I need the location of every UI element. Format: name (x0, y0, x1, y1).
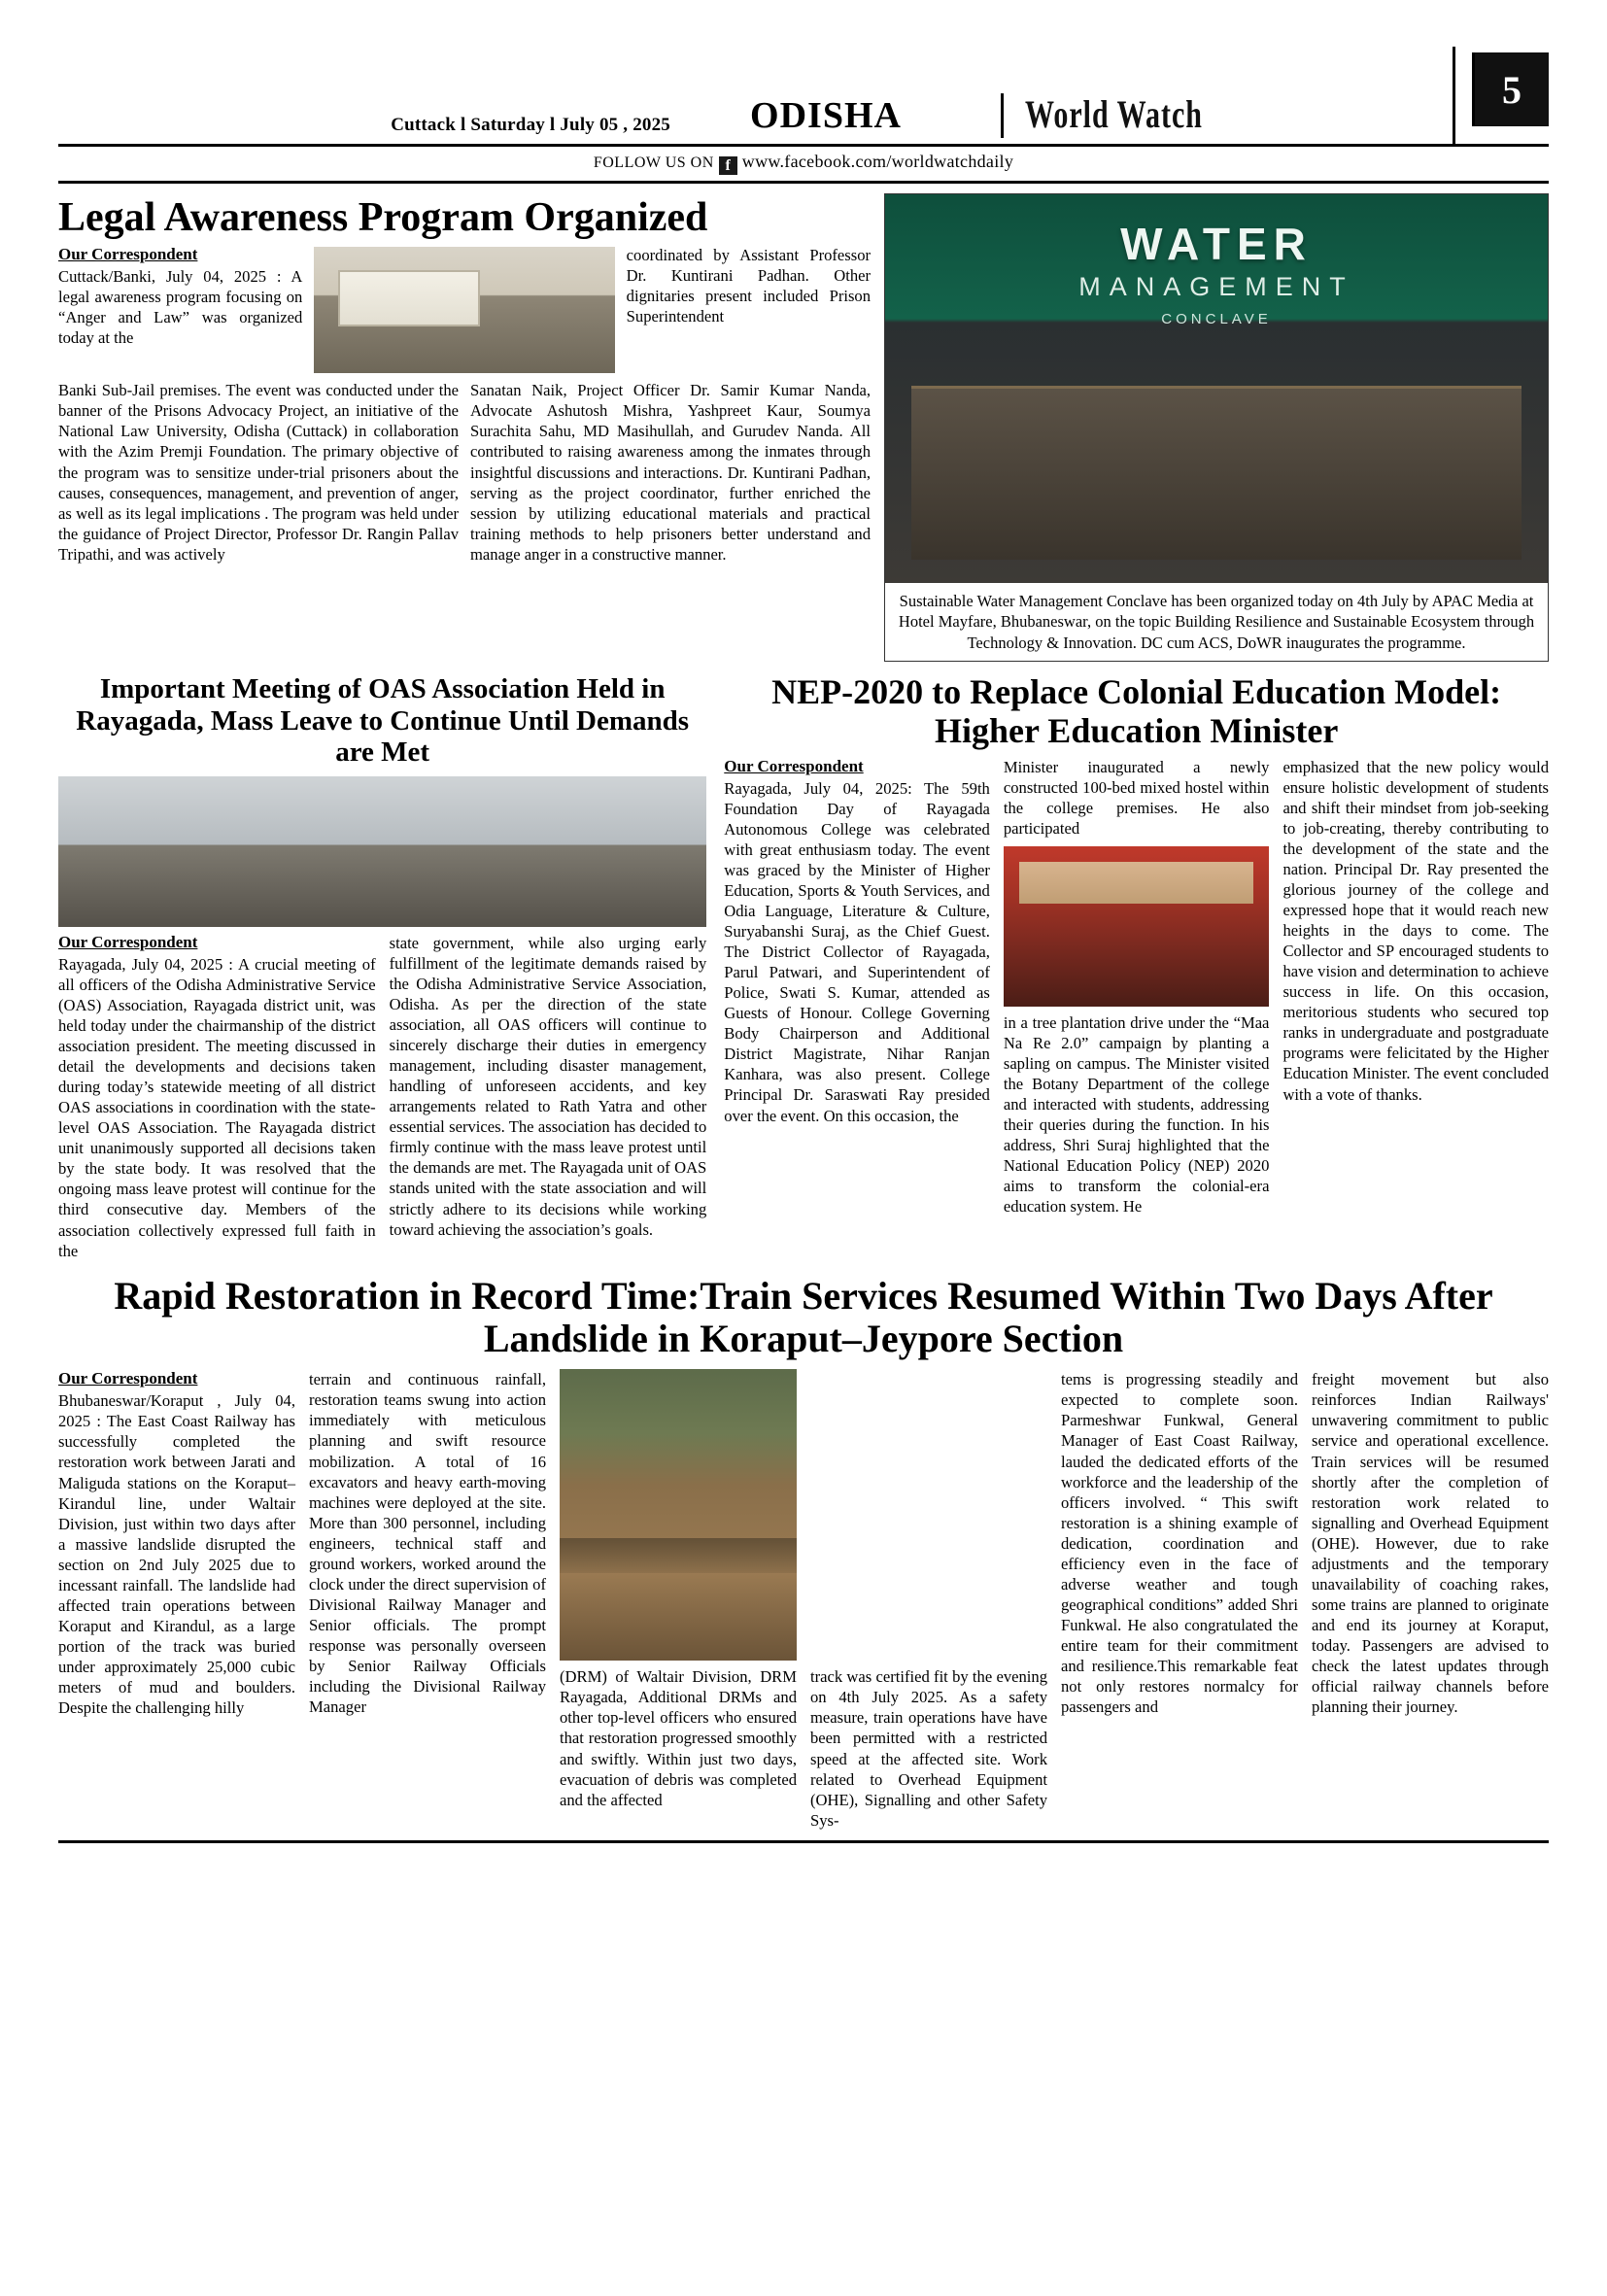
article4-col3 (560, 1369, 797, 1831)
article3-col2-bottom-text: in a tree plantation drive under the “Maa Na Re 2.0” campaign by planting a sapling on campus. The Minister visited the Botany Department of the college and interacted with students, addressing their queries during the function. In his address, Shri Suraj highlighted that the National Education Policy (NEP) 2020 aims to transform the colonial-era education system. He (1003, 1012, 1270, 1217)
article1-col2 (627, 245, 871, 376)
article2-headline: Important Meeting of OAS Association Held in Rayagada, Mass Leave to Continue Until Demands are Met (76, 673, 690, 769)
publication-title: ODISHA (750, 95, 902, 136)
article3-col1 (724, 757, 990, 1217)
article1-col1-text: Cuttack/Banki, July 04, 2025 : A legal awareness program focusing on “Anger and Law” was organized today at the (58, 267, 303, 348)
follow-label: FOLLOW US ON (593, 154, 714, 171)
masthead-center (670, 97, 981, 140)
article4-col4-text: track was certified fit by the evening on 4th July 2025. As a safety measure, train operations have have been permitted with a restricted speed at the affected site. Work related to Overhead Equipment (OHE), Signalling and other Safety Sys- (810, 1667, 1047, 1830)
article1-body-left (58, 380, 459, 565)
article4-col5 (1061, 1369, 1298, 1831)
article1-body-left-text: Banki Sub-Jail premises. The event was conducted under the banner of the Prisons Advocacy Project, an initiative of the National Law University, Odisha (Cuttack) in collaboration with the Azim Premji Foundation. The primary objective of the program was to sensitize under-trial prisoners about the causes, consequences, management, and prevention of anger, as well as its legal implications . The program was held under the guidance of Project Director, Professor Dr. Rangin Pallav Tripathi, and was actively (58, 381, 460, 564)
article4-col6-text: freight movement but also reinforces Indian Railways' unwavering commitment to public service and operational excellence. Train services will be resumed shortly after the completion of restoration work related to signalling and Overhead Equipment (OHE). However, due to rake adjustments and the temporary unavailability of coaching rakes, some trains are planned to originate and end its journey at Koraput, today. Passengers are advised to check the latest updates through official railway channels before planning their journey. (1312, 1370, 1549, 1717)
dateline: Cuttack l Saturday l July 05 , 2025 (391, 115, 670, 135)
conclave-dais (911, 386, 1521, 560)
section-top (58, 193, 1549, 662)
article4-columns (58, 1369, 1549, 1831)
article4-col6 (1312, 1369, 1549, 1831)
article2-photo (58, 776, 706, 927)
article2-byline: Our Correspondent (58, 932, 198, 951)
article4-headline: Rapid Restoration in Record Time:Train Services Resumed Within Two Days After Landslide in Koraput–Jeypore Section (114, 1273, 1493, 1361)
article4-col2-text: terrain and continuous rainfall, restoration teams swung into action immediately with meticulous planning and swift resource mobilization. A total of 16 excavators and heavy earth-moving machines were deployed at the site. More than 300 personnel, including engineers, technical staff and ground workers, worked around the clock under the direct supervision of Divisional Railway Manager and Senior officials. The prompt response was personally overseen by Senior Railway Officials including the Divisional Railway Manager (309, 1370, 546, 1717)
article2-columns (58, 933, 706, 1261)
article1-body-right-text: Sanatan Naik, Project Officer Dr. Samir Kumar Nanda, Advocate Ashutosh Mishra, Yashpreet Kaur, Soumya Surachita Sahu, MD Masihullah, and Gurudev Nanda. All contributed to raising awareness among the inmates through insightful discussions and interactions. Dr. Kuntirani Padhan, serving as the project coordinator, further enriched the session by utilizing educational materials and practical training methods to help prisoners better understand and manage anger in a constructive manner. (470, 381, 872, 564)
article3-col3-text: emphasized that the new policy would ensure holistic development of students and shift their mindset from job-seeking to job-creating, thereby contributing to the development of the state and the nation. Principal Dr. Ray presented the glorious journey of the college and expressed hope that it would reach new heights in the days to come. The Collector and SP encouraged students to have vision and determination to achieve success in life. On this occasion, meritorious students who secured top ranks in undergraduate and postgraduate programs were felicitated by the Higher Education Minister. The event concluded with a vote of thanks. (1282, 757, 1550, 1104)
article1-col2-text: coordinated by Assistant Professor Dr. Kuntirani Padhan. Other dignitaries present included Prison Superintendent (626, 246, 872, 326)
conclave-caption: Sustainable Water Management Conclave has been organized today on 4th July by APAC Media at Hotel Mayfare, Bhubaneswar, on the topic Building Resilience and Sustainable Ecosystem through Technology & Innovation. DC cum ACS, DoWR inaugurates the programme. (898, 592, 1535, 652)
article1-headline: Legal Awareness Program Organized (58, 195, 708, 240)
article1-col1 (58, 245, 302, 376)
conclave-banner-line1: WATER (1120, 219, 1313, 269)
conclave-photo (885, 194, 1548, 583)
article4-col4 (810, 1369, 1047, 1831)
article3-col3 (1282, 757, 1549, 1217)
article4-col1-text: Bhubaneswar/Koraput , July 04, 2025 : The East Coast Railway has successfully completed the restoration work between Jarati and Maliguda stations on the Koraput–Kirandul line, under Waltair Division, just within two days after a massive landslide disrupted the section on 2nd July 2025 due to incessant rainfall. The landslide had affected train operations between Koraput and Kirandul, as a large portion of the track was buried under approximately 25,000 cubic meters of mud and boulders. Despite the challenging hilly (58, 1391, 295, 1718)
article-legal-awareness (58, 193, 871, 662)
article4-col1 (58, 1369, 295, 1831)
article1-body-right (470, 380, 871, 565)
follow-bar (58, 147, 1549, 184)
masthead-divider (1453, 47, 1455, 144)
article3-columns (724, 757, 1549, 1217)
facebook-url[interactable]: www.facebook.com/worldwatchdaily (741, 152, 1014, 171)
article2-col1-text: Rayagada, July 04, 2025 : A crucial meeting of all officers of the Odisha Administrative Service (OAS) Association, Rayagada district unit, was held today under the chairmanship of the district association president. The meeting discussed in detail the developments and decisions taken during today’s statewide meeting of all district OAS associations in coordination with the state-level OAS Association. The Rayagada district unit unanimously supported all decisions taken by the state body. It was resolved that the ongoing mass leave protest will continue for the third consecutive day. Members of the association collectively expressed full faith in the (58, 954, 376, 1260)
world-watch-logo: World Watch (1001, 93, 1203, 138)
conclave-photo-block (884, 193, 1549, 662)
bottom-rule (58, 1840, 1549, 1843)
article-nep-2020 (724, 673, 1549, 1260)
article3-headline: NEP-2020 to Replace Colonial Education Model: Higher Education Minister (771, 672, 1502, 750)
article3-photo (1004, 846, 1270, 1007)
facebook-icon[interactable]: f (719, 156, 737, 175)
article3-col1-text: Rayagada, July 04, 2025: The 59th Foundation Day of Rayagada Autonomous College was celebrated with great enthusiasm today. The event was graced by the Minister of Higher Education, Sports & Youth Services, and Odia Language, Literature & Culture, Suryabanshi Suraj, as the Chief Guest. The District Collector of Rayagada, Parul Patwari, and Superintendent of Police, Swati S. Kumar, attended as Guests of Honour. College Governing Body Chairperson and Additional District Magistrate, Nihar Ranjan Kanhara, was also present. College Principal Dr. Saraswati Ray presided over the event. On this occasion, the (724, 778, 990, 1125)
article4-photo (560, 1369, 797, 1661)
article1-photo (314, 247, 614, 373)
article4-photo-spacer (810, 1369, 1047, 1666)
article4-byline: Our Correspondent (58, 1369, 198, 1388)
masthead-left (58, 115, 670, 140)
article2-col2 (390, 933, 707, 1261)
page-number: 5 (1472, 52, 1549, 126)
article3-col2 (1004, 757, 1270, 1217)
article4-col5-text: tems is progressing steadily and expected to complete soon. Parmeshwar Funkwal, General Manager of East Coast Railway, lauded the dedicated efforts of the workforce and the leadership of the officers involved. “ This swift restoration is a shining example of dedication, coordination and efficiency even in the face of adverse weather and tough geographical conditions” added Shri Funkwal. He also congratulated the entire team for their commitment and resilience.This remarkable feat not only restores normalcy for passengers and (1061, 1370, 1298, 1717)
article1-byline: Our Correspondent (58, 245, 198, 264)
masthead (58, 47, 1549, 147)
article1-body-columns (58, 380, 871, 565)
article-oas-meeting (58, 673, 706, 1260)
masthead-logo (981, 93, 1549, 140)
article3-byline: Our Correspondent (724, 756, 864, 775)
article-train-restoration (58, 1275, 1549, 1831)
article1-photo-wrap (314, 245, 614, 376)
article2-col1 (58, 933, 376, 1261)
section-middle (58, 673, 1549, 1260)
article4-col3-text: (DRM) of Waltair Division, DRM Rayagada, Additional DRMs and other top-level officers who ensured that restoration progressed smoothly and swiftly. Within just two days, evacuation of debris was completed and the affected (560, 1667, 797, 1809)
article2-col2-text: state government, while also urging early fulfillment of the legitimate demands raised by the Odisha Administrative Service Association, Odisha. As per the direction of the state association, all OAS officers will continue to sincerely discharge their duties in emergency management, including disaster management, handling of unforeseen accidents, and key arrangements related to Rath Yatra and other essential services. The association has decided to firmly continue with the mass leave protest until the demands are met. The Rayagada unit of OAS stands united with the state association and will strictly adhere to its decisions while working toward achieving the association’s goals. (389, 933, 707, 1239)
article4-col2 (309, 1369, 546, 1831)
conclave-banner-line3: CONCLAVE (1161, 311, 1272, 327)
article1-top-columns (58, 245, 871, 376)
article3-col2-top-text: Minister inaugurated a newly constructed 100-bed mixed hostel within the college premises. He also participated (1003, 757, 1270, 838)
conclave-banner-line2: MANAGEMENT (1078, 272, 1354, 301)
